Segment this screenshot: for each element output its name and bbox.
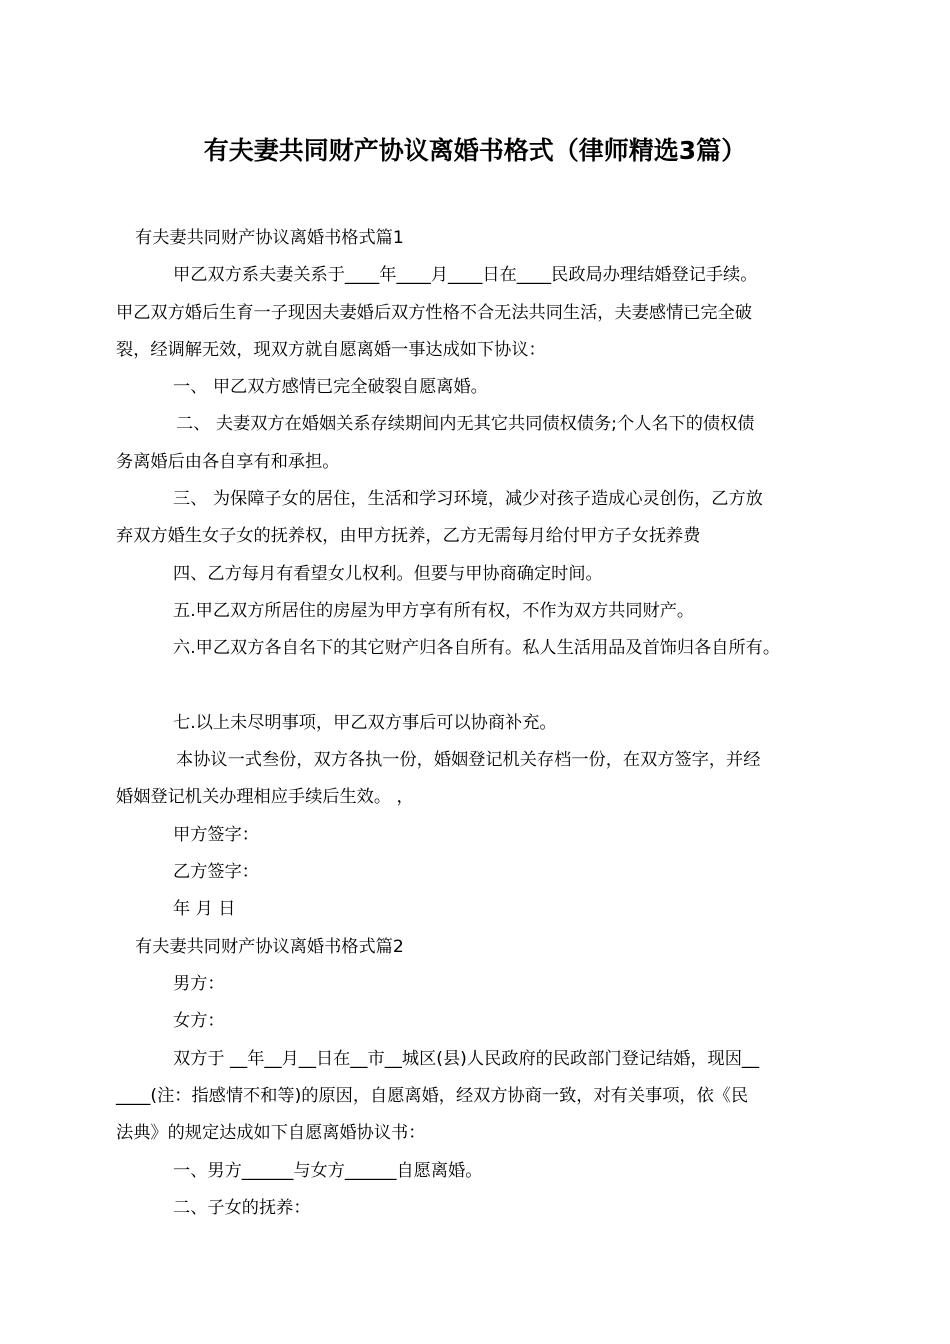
paragraph-line: 双方于 __年__月__日在__市__城区(县)人民政府的民政部门登记结婚，现因__ — [173, 1049, 760, 1069]
paragraph-line: 甲乙双方系夫妻关系于____年____月____日在____民政局办理结婚登记手续。 — [173, 265, 758, 285]
section-heading-2: 有夫妻共同财产协议离婚书格式篇2 — [135, 937, 404, 957]
paragraph-line: 裂，经调解无效，现双方就自愿离婚一事达成如下协议： — [116, 340, 546, 360]
clause-4: 四、乙方每月有看望女儿权利。但要与甲协商确定时间。 — [173, 564, 603, 584]
party-b-signature: 乙方签字： — [173, 862, 259, 882]
party-a-signature: 甲方签字： — [173, 825, 259, 845]
paragraph-line: 本协议一式叁份，双方各执一份，婚姻登记机关存档一份，在双方签字，并经 — [176, 750, 761, 770]
clause-7: 七.以上未尽明事项，甲乙双方事后可以协商补充。 — [173, 713, 557, 733]
male-party-line: 男方： — [173, 974, 225, 994]
clause-1: 一、男方______与女方______自愿离婚。 — [173, 1161, 483, 1181]
clause-3: 三、 为保障子女的居住，生活和学习环境，减少对孩子造成心灵创伤，乙方放 — [173, 489, 763, 509]
clause-6: 六.甲乙双方各自名下的其它财产归各自所有。私人生活用品及首饰归各自所有。 — [173, 638, 781, 658]
paragraph-line: 婚姻登记机关办理相应手续后生效。 ， — [116, 787, 414, 807]
clause-5: 五.甲乙双方所居住的房屋为甲方享有所有权，不作为双方共同财产。 — [173, 601, 695, 621]
clause-2: 二、 夫妻双方在婚姻关系存续期间内无其它共同债权债务;个人名下的债权债 — [176, 414, 755, 434]
clause-2: 二、子女的抚养： — [173, 1198, 311, 1218]
female-party-line: 女方： — [173, 1011, 225, 1031]
document-title: 有夫妻共同财产协议离婚书格式（律师精选3篇） — [203, 136, 747, 165]
date-line: 年 月 日 — [173, 899, 236, 919]
paragraph-line: 甲乙双方婚后生育一子现因夫妻婚后双方性格不合无法共同生活，夫妻感情已完全破 — [116, 303, 752, 323]
paragraph-line: 法典》的规定达成如下自愿离婚协议书： — [116, 1123, 426, 1143]
paragraph-line: 务离婚后由各自享有和承担。 — [116, 452, 340, 472]
paragraph-line: ____(注：指感情不和等)的原因，自愿离婚，经双方协商一致，对有关事项，依《民 — [116, 1086, 749, 1106]
paragraph-line: 弃双方婚生女子女的抚养权，由甲方抚养，乙方无需每月给付甲方子女抚养费 — [116, 526, 701, 546]
section-heading-1: 有夫妻共同财产协议离婚书格式篇1 — [135, 228, 404, 248]
clause-1: 一、 甲乙双方感情已完全破裂自愿离婚。 — [173, 377, 488, 397]
